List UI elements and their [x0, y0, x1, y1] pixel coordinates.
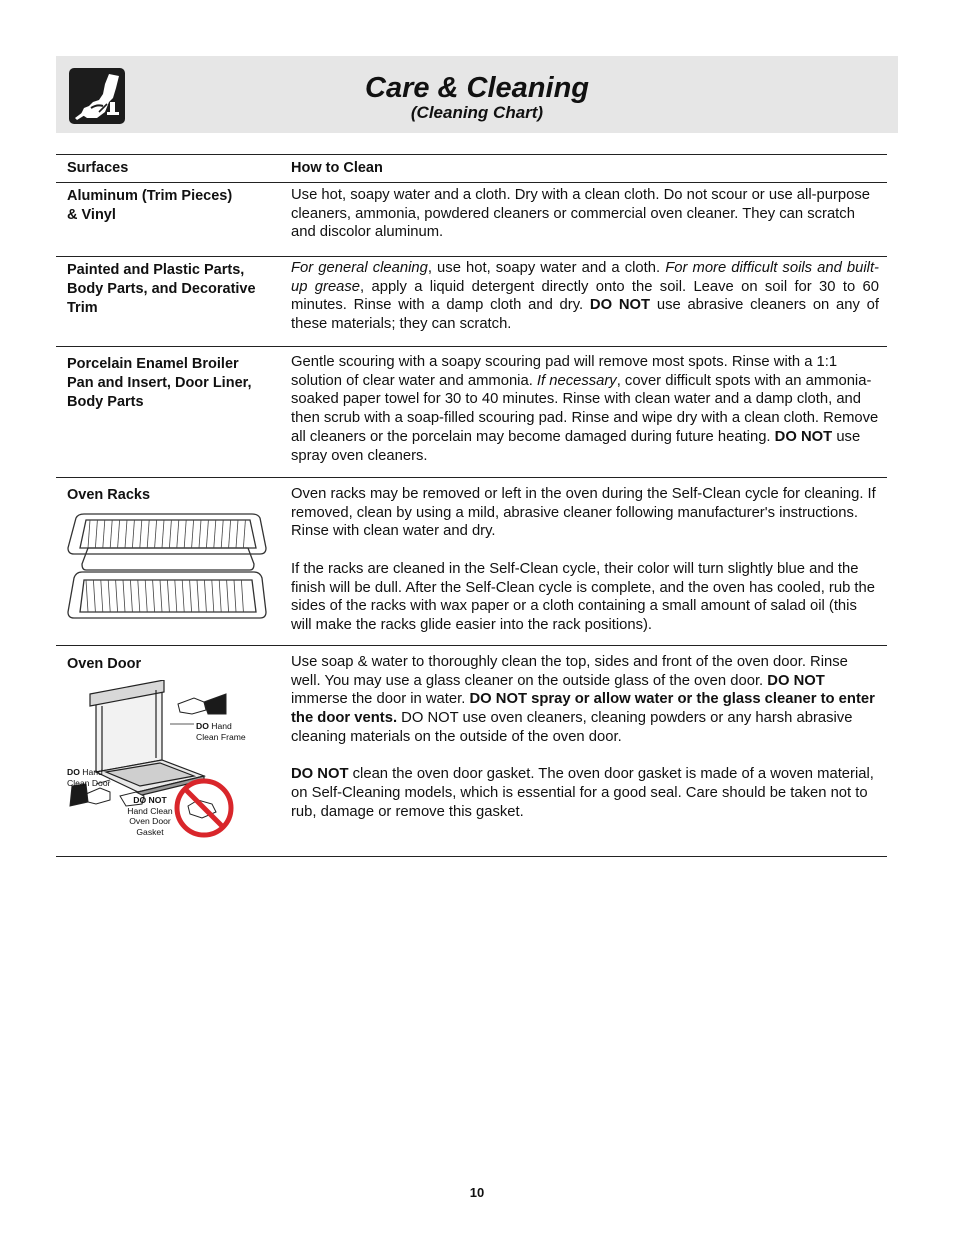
instructions-porcelain-enamel: Gentle scouring with a soapy scouring pad will remove most spots. Rinse with a 1:1 solution of clear water and ammonia. If necessary, cover difficult spots with an ammonia-soaked paper towel for 30 to 40 minutes. Rinse with clean water and a damp cloth, and then scrub with a soap-filled scouring pad. Rinse and wipe dry with a clean cloth. Remove all cleaners or the porcelain may become damaged during future heating. DO NOT use spray oven cleaners.	[291, 354, 879, 464]
surface-porcelain-enamel: Porcelain Enamel Broiler Pan and Insert, Door Liner, Body Parts	[67, 356, 252, 410]
row-divider	[56, 346, 887, 347]
page-number: 10	[469, 1185, 485, 1200]
table-header-rule	[56, 182, 887, 183]
header-banner	[56, 56, 898, 133]
surface-aluminum: Aluminum (Trim Pieces) & Vinyl	[67, 188, 233, 223]
surface-oven-racks: Oven Racks	[67, 487, 151, 503]
column-header-surfaces: Surfaces	[67, 160, 129, 176]
table-bottom-rule	[56, 856, 887, 857]
instructions-aluminum: Use hot, soapy water and a cloth. Dry with a clean cloth. Do not scour or use all-purpose cleaners, ammonia, powdered cleaners or commercial oven cleaner. They can scratch and discolor aluminum.	[291, 187, 871, 241]
instructions-oven-door: Use soap & water to thoroughly clean the top, sides and front of the oven door. Rinse well. You may use a glass cleaner on the outside glass of the oven door. DO NOT immerse the door in water. DO NOT spray or allow water or the glass cleaner to enter the door vents. DO NOT use oven cleaners, cleaning powders or any harsh abrasive cleaning materials on the outside of the oven door. DO NOT clean the oven door gasket. The oven door gasket is made of a woven material, on Self-Cleaning models, which is essential for a good seal. Care should be taken not to rub, damage or remove this gasket.	[291, 654, 875, 820]
row-divider	[56, 477, 887, 478]
surface-oven-door: Oven Door	[67, 656, 142, 672]
no-symbol-icon	[177, 781, 231, 835]
surface-painted-plastic: Painted and Plastic Parts, Body Parts, and Decorative Trim	[67, 262, 256, 316]
row-divider	[56, 645, 887, 646]
label-hand-clean-frame: DO Hand Clean Frame	[196, 721, 246, 742]
instructions-oven-racks: Oven racks may be removed or left in the oven during the Self-Clean cycle for cleaning. If removed, clean by using a mild, abrasive cleaner following manufacturer's instructions. Rinse with clean water and dry. If the racks are cleaned in the Self-Clean cycle, their color will turn slightly blue and the finish will be dull. After the Self-Clean cycle is complete, and the oven has cooled, rub the sides of the racks with wax paper or a cloth containing a small amount of salad oil (this will make the racks glide easier into the rack positions).	[291, 486, 876, 633]
label-do-not-clean-gasket: DO NOT Hand Clean Oven Door Gasket	[127, 795, 173, 837]
instructions-painted-plastic: For general cleaning, use hot, soapy water and a cloth. For more difficult soils and built-up grease, apply a liquid detergent directly onto the soil. Leave on soil for 30 to 60 minutes. Rinse with a damp cloth and dry. DO NOT use abrasive cleaners on any of these materials; they can scratch.	[291, 260, 879, 333]
page-title: Care & Cleaning	[365, 72, 589, 104]
page-subtitle: (Cleaning Chart)	[410, 103, 544, 122]
column-header-how-to-clean: How to Clean	[291, 160, 383, 176]
oven-racks-illustration	[66, 512, 268, 622]
table-top-rule	[56, 154, 887, 155]
label-hand-clean-door: DO Hand Clean Door	[67, 767, 111, 788]
row-divider	[56, 256, 887, 257]
